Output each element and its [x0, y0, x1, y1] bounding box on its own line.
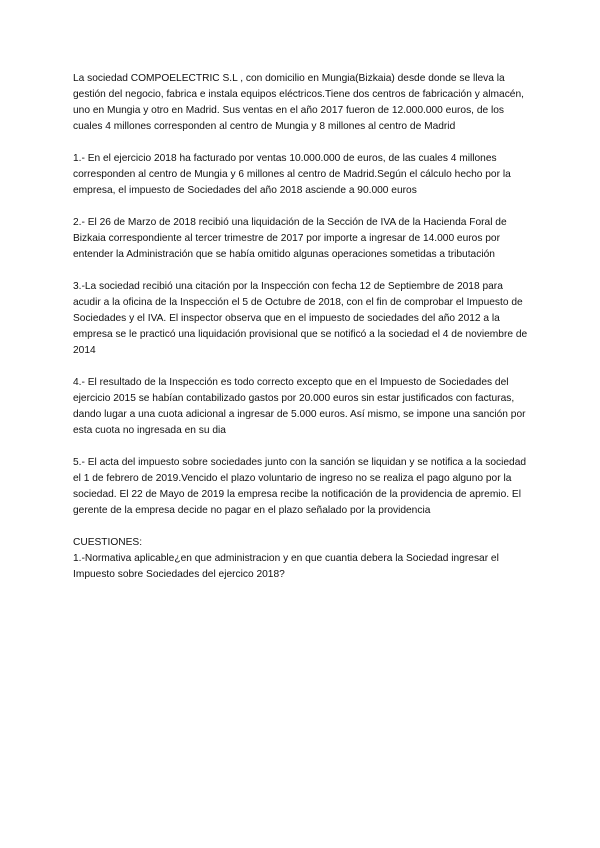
fact-3-paragraph: 3.-La sociedad recibió una citación por la Inspección con fecha 12 de Septiembre de 2018 para acudir a la oficina de la Inspección el 5 de Octubre de 2018, con el fin de comprobar el Impuesto de Sociedades y el IVA. El inspector observa que en el impuesto de sociedades del año 2012 a la empresa se le practicó una liquidación provisional que se notificó a la sociedad el 4 de noviembre de 2014 [73, 281, 528, 356]
question-1: 1.-Normativa aplicable¿en que administracion y en que cuantia debera la Sociedad ingresar el Impuesto sobre Sociedades del ejercico 2018? [73, 553, 499, 580]
document-body [73, 71, 533, 583]
fact-4-paragraph: 4.- El resultado de la Inspección es todo correcto excepto que en el Impuesto de Sociedades del ejercicio 2015 se habían contabilizado gastos por 20.000 euros sin estar justificados con facturas, dando lugar a una cuota adicional a ingresar de 5.000 euros. Así mismo, se impone una sanción por esta cuota no ingresada en su dia [73, 377, 526, 436]
fact-2-paragraph: 2.- El 26 de Marzo de 2018 recibió una liquidación de la Sección de IVA de la Hacienda Foral de Bizkaia correspondiente al tercer trimestre de 2017 por importe a ingresar de 14.000 euros por entender la Administración que se había omitido algunas operaciones sometidas a tributación [73, 217, 507, 260]
intro-paragraph: La sociedad COMPOELECTRIC S.L , con domicilio en Mungia(Bizkaia) desde donde se lleva la gestión del negocio, fabrica e instala equipos eléctricos.Tiene dos centros de fabricación y almacén, uno en Mungia y otro en Madrid. Sus ventas en el año 2017 fueron de 12.000.000 euros, de los cuales 4 millones corresponden al centro de Mungia y 8 millones al centro de Madrid [73, 73, 524, 132]
questions-heading: CUESTIONES: [73, 537, 143, 548]
fact-1-paragraph: 1.- En el ejercicio 2018 ha facturado por ventas 10.000.000 de euros, de las cuales 4 millones corresponden al centro de Mungia y 6 millones al centro de Madrid.Según el cálculo hecho por la empresa, el impuesto de Sociedades del año 2018 asciende a 90.000 euros [73, 153, 511, 196]
fact-5-paragraph: 5.- El acta del impuesto sobre sociedades junto con la sanción se liquidan y se notifica a la sociedad el 1 de febrero de 2019.Vencido el plazo voluntario de ingreso no se realiza el pago alguno por la sociedad. El 22 de Mayo de 2019 la empresa recibe la notificación de la providencia de apremio. El gerente de la empresa decide no pagar en el plazo señalado por la providencia [73, 457, 527, 516]
